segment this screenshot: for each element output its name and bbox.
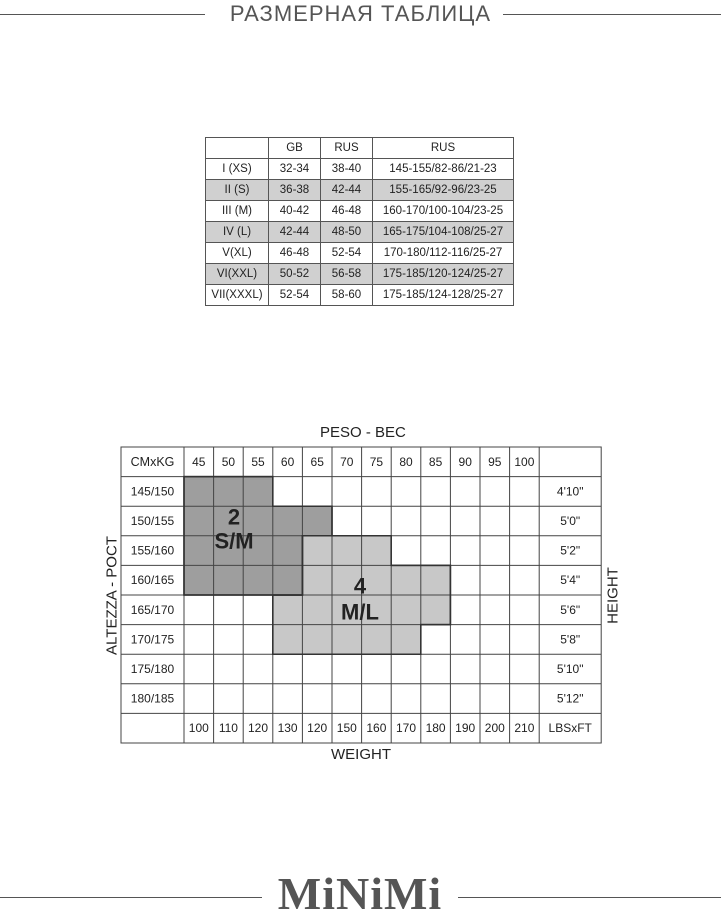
- right-axis-label: HEIGHT: [604, 567, 622, 624]
- table-cell: 165-175/104-108/25-27: [373, 222, 514, 243]
- lbs-tick-label: 180: [425, 721, 446, 736]
- corner-label: CMxKG: [130, 454, 175, 469]
- table-cell: 155-165/92-96/23-25: [373, 180, 514, 201]
- table-cell: 52-54: [269, 285, 321, 306]
- table-cell: II (S): [206, 180, 269, 201]
- lbs-tick-label: 150: [336, 721, 357, 736]
- table-cell: 145-155/82-86/21-23: [373, 159, 514, 180]
- kg-tick-label: 85: [428, 454, 443, 469]
- kg-tick-label: 100: [514, 454, 535, 469]
- table-cell: VI(XXL): [206, 264, 269, 285]
- footer-line-right: [458, 897, 721, 898]
- footer-line-left: [0, 897, 262, 898]
- ft-tick-label: 5'0": [560, 514, 581, 528]
- table-cell: VII(XXXL): [206, 285, 269, 306]
- lbs-tick-label: 160: [366, 721, 387, 736]
- table-cell: 46-48: [321, 201, 373, 222]
- table-cell: I (XS): [206, 159, 269, 180]
- bottom-axis-label: WEIGHT: [331, 746, 391, 763]
- table-cell: 42-44: [269, 222, 321, 243]
- table-header-cell: GB: [269, 138, 321, 159]
- table-cell: 36-38: [269, 180, 321, 201]
- zone-s-m-number: 2: [227, 504, 241, 530]
- cm-tick-label: 180/185: [130, 691, 175, 706]
- lbs-tick-label: 210: [514, 721, 535, 736]
- table-cell: 38-40: [321, 159, 373, 180]
- table-cell: 48-50: [321, 222, 373, 243]
- lbs-tick-label: 120: [307, 721, 328, 736]
- kg-tick-label: 65: [310, 454, 324, 469]
- table-header-cell: RUS: [321, 138, 373, 159]
- top-axis-label: PESO - BEC: [320, 424, 406, 441]
- kg-tick-label: 60: [280, 454, 295, 469]
- table-cell: 175-185/120-124/25-27: [373, 264, 514, 285]
- lbs-tick-label: 170: [395, 721, 417, 736]
- kg-tick-label: 75: [369, 454, 384, 469]
- table-cell: 160-170/100-104/23-25: [373, 201, 514, 222]
- cm-tick-label: 175/180: [130, 662, 175, 676]
- kg-tick-label: 45: [192, 454, 206, 469]
- table-header-cell: RUS: [373, 138, 514, 159]
- table-cell: 32-34: [269, 159, 321, 180]
- ft-tick-label: 5'10": [556, 662, 584, 676]
- ft-tick-label: 4'10": [556, 484, 584, 499]
- lbs-tick-label: 100: [188, 721, 209, 736]
- table-cell: 46-48: [269, 243, 321, 264]
- kg-tick-label: 80: [399, 454, 413, 469]
- ft-tick-label: 5'6": [560, 602, 581, 617]
- brand-logo: MiNiMi: [277, 868, 443, 919]
- cm-tick-label: 170/175: [130, 632, 175, 647]
- table-cell: V(XL): [206, 243, 269, 264]
- lbs-tick-label: 130: [277, 721, 298, 736]
- cm-tick-label: 150/155: [130, 514, 175, 528]
- lbs-corner-label: LBSxFT: [548, 721, 592, 736]
- cm-tick-label: 160/165: [130, 573, 175, 588]
- lbs-tick-label: 190: [455, 721, 476, 736]
- cm-tick-label: 155/160: [130, 543, 175, 558]
- table-cell: 56-58: [321, 264, 373, 285]
- table-cell: 58-60: [321, 285, 373, 306]
- zone-m-l-label: M/L: [341, 599, 379, 625]
- kg-tick-label: 55: [251, 454, 265, 469]
- table-cell: III (M): [206, 201, 269, 222]
- table-cell: 40-42: [269, 201, 321, 222]
- table-cell: IV (L): [206, 222, 269, 243]
- lbs-tick-label: 200: [484, 721, 505, 736]
- header-title: РАЗМЕРНАЯ ТАБЛИЦА: [229, 1, 492, 26]
- table-cell: 170-180/112-116/25-27: [373, 243, 514, 264]
- table-cell: 52-54: [321, 243, 373, 264]
- ft-tick-label: 5'12": [556, 691, 584, 706]
- lbs-tick-label: 110: [218, 721, 238, 736]
- lbs-tick-label: 120: [247, 721, 269, 736]
- ft-tick-label: 5'8": [560, 632, 581, 647]
- table-cell: 42-44: [321, 180, 373, 201]
- left-axis-label: ALTEZZA - POCT: [103, 536, 121, 655]
- zone-m-l-number: 4: [353, 573, 367, 599]
- cm-tick-label: 145/150: [130, 484, 175, 499]
- table-cell: 50-52: [269, 264, 321, 285]
- kg-tick-label: 50: [221, 454, 236, 469]
- kg-tick-label: 70: [340, 454, 354, 469]
- ft-tick-label: 5'2": [560, 543, 581, 558]
- cm-tick-label: 165/170: [130, 602, 175, 617]
- zone-s-m-label: S/M: [214, 528, 254, 554]
- kg-tick-label: 90: [458, 454, 472, 469]
- kg-tick-label: 95: [488, 454, 502, 469]
- ft-tick-label: 5'4": [560, 573, 581, 588]
- table-cell: 175-185/124-128/25-27: [373, 285, 514, 306]
